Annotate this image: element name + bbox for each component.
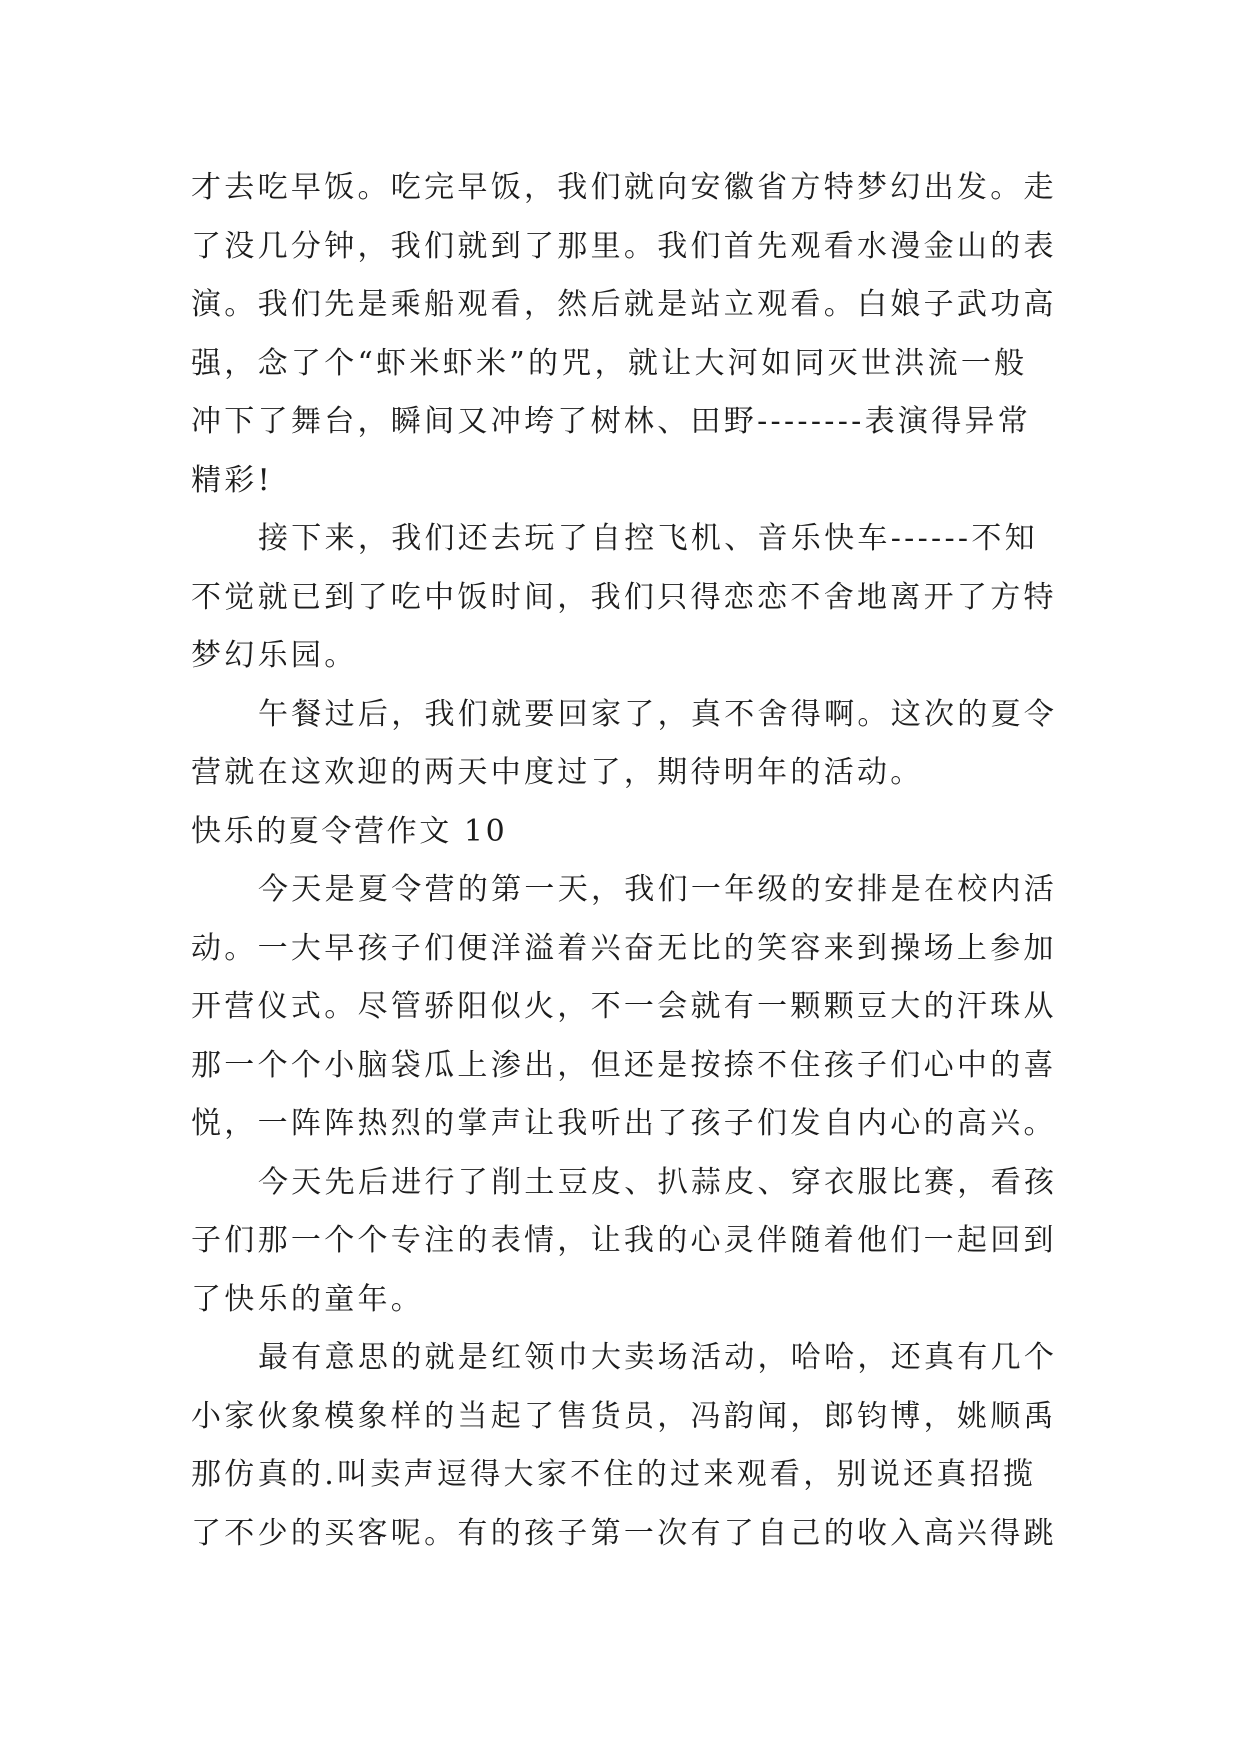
paragraph bbox=[191, 510, 1191, 686]
section-heading: 快乐的夏令营作文 10 bbox=[191, 813, 508, 849]
text-line: 今天先后进行了削土豆皮、扒蒜皮、穿衣服比赛，看孩 bbox=[258, 1164, 1058, 1200]
text-line: 冲下了舞台，瞬间又冲垮了树林、田野--------表演得异常 bbox=[191, 404, 1032, 439]
paragraph bbox=[191, 1329, 1191, 1563]
paragraph bbox=[191, 1154, 1191, 1330]
text-line: 子们那一个个专注的表情，让我的心灵伴随着他们一起回到 bbox=[191, 1223, 1057, 1258]
paragraph bbox=[191, 861, 1191, 1154]
text-line: 梦幻乐园。 bbox=[191, 638, 358, 673]
paragraph bbox=[191, 159, 1191, 510]
text-line: 才去吃早饭。吃完早饭，我们就向安徽省方特梦幻出发。走 bbox=[191, 170, 1057, 205]
text-line: 小家伙象模象样的当起了售货员，冯韵闻，郎钧博，姚顺禹 bbox=[191, 1398, 1057, 1434]
text-line: 精彩! bbox=[191, 462, 273, 498]
text-line: 今天是夏令营的第一天，我们一年级的安排是在校内活 bbox=[258, 872, 1058, 907]
text-line: 营就在这欢迎的两天中度过了，期待明年的活动。 bbox=[191, 755, 924, 790]
text-line: 了快乐的童年。 bbox=[191, 1281, 425, 1317]
text-line: 那仿真的.叫卖声逗得大家不住的过来观看，别说还真招揽 bbox=[191, 1457, 1037, 1492]
text-line: 了不少的买客呢。有的孩子第一次有了自己的收入高兴得跳 bbox=[191, 1515, 1057, 1551]
text-line: 午餐过后，我们就要回家了，真不舍得啊。这次的夏令 bbox=[258, 696, 1058, 732]
text-line: 了没几分钟，我们就到了那里。我们首先观看水漫金山的表 bbox=[191, 228, 1057, 264]
text-line: 不觉就已到了吃中饭时间，我们只得恋恋不舍地离开了方特 bbox=[191, 579, 1057, 615]
text-line: 演。我们先是乘船观看，然后就是站立观看。白娘子武功高 bbox=[191, 287, 1057, 322]
text-line: 那一个个小脑袋瓜上渗出，但还是按捺不住孩子们心中的喜 bbox=[191, 1047, 1057, 1083]
text-line: 强，念了个“虾米虾米”的咒，就让大河如同灭世洪流一般 bbox=[191, 345, 1028, 381]
text-line: 悦，一阵阵热烈的掌声让我听出了孩子们发自内心的高兴。 bbox=[191, 1106, 1057, 1141]
text-line: 开营仪式。尽管骄阳似火，不一会就有一颗颗豆大的汗珠从 bbox=[191, 989, 1057, 1024]
document-body bbox=[191, 159, 1191, 1563]
text-line: 最有意思的就是红领巾大卖场活动，哈哈，还真有几个 bbox=[258, 1340, 1058, 1375]
text-line: 动。一大早孩子们便洋溢着兴奋无比的笑容来到操场上参加 bbox=[191, 930, 1057, 966]
text-line: 接下来，我们还去玩了自控飞机、音乐快车------不知 bbox=[258, 521, 1038, 556]
paragraph bbox=[191, 686, 1191, 803]
